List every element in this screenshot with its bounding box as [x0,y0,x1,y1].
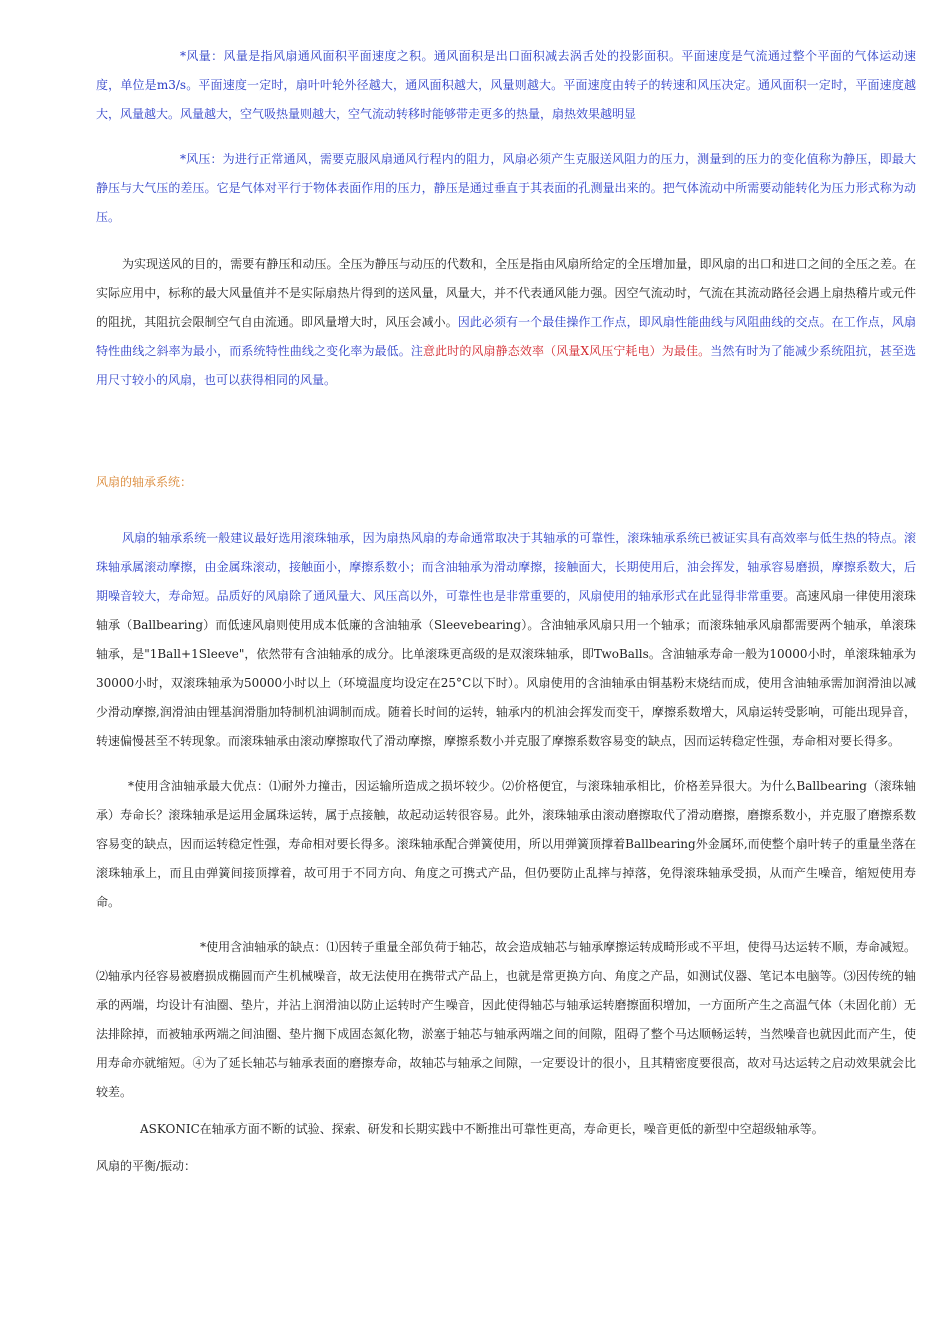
paragraph-askonic: ASKONIC在轴承方面不断的试验、探索、研发和长期实践中不断推出可靠性更高，寿命更长，噪音更低的新型中空超级轴承等。 [140,1122,824,1136]
operating-point-text: 为实现送风的目的，需要有静压和动压。全压为静压与动压的代数和，全压是指由风扇所给定的全压增加量，即风扇的出口和进口之间的全压之差。在实际应用中，标称的最大风量值并不是实际扇热片得到的送风量，风量大，并不代表通风能力强。因空气流动时，气流在其流动路径会遇上扇热稽片或元件的阻扰，其阻抗会限制空气自由流通。即风量增大时，风压会减小。 [96,257,916,329]
heading-balance-vibration: 风扇的平衡/振动： [96,1159,197,1173]
bearing-recommendation: 风扇的轴承系统一般建议最好选用滚珠轴承，因为扇热风扇的寿命通常取决于其轴承的可靠性，滚珠轴承系统已被证实具有高效率与低生热的特点。滚珠轴承属滚动摩擦，由金属珠滚动，接触面小，摩擦系数小；而含油轴承为滑动摩擦，接触面大，长期使用后，油会挥发，轴承容易磨损，摩擦系数大，后期噪音较大，寿命短。品质好的风扇除了通风量大、风压高以外，可靠性也是非常重要的，风扇使用的轴承形式在此显得非常重要。 [96,531,916,603]
static-efficiency-note: 意此时的风扇静态效率（风量X风压宁耗电）为最佳。 [423,344,711,358]
paragraph-air-volume: *风量：风量是指风扇通风面积平面速度之积。通风面积是出口面积减去涡舌处的投影面积。平面速度是气流通过整个平面的气体运动速度，单位是m3/s。平面速度一定时，扇叶叶轮外径越大，通风面积越大，风量则越大。平面速度由转子的转速和风压决定。通风面积一定时，平面速度越大，风量越大。风量越大，空气吸热量则越大，空气流动转移时能够带走更多的热量，扇热效果越明显 [96,49,916,121]
operating-point-conclusion: 当然有时为了能减少系统阻抗，甚至选用尺寸较小的风扇，也可以获得相同的风量。 [96,344,916,387]
paragraph-air-pressure: *风压：为进行正常通风，需要克服风扇通风行程内的阻力，风扇必须产生克服送风阻力的压力，测量到的压力的变化值称为静压，即最大静压与大气压的差压。它是气体对平行于物体表面作用的压力，静压是通过垂直于其表面的孔测量出来的。把气体流动中所需要动能转化为压力形式称为动压。 [96,152,916,224]
paragraph-sleeve-disadvantages: *使用含油轴承的缺点：⑴因转子重量全部负荷于轴芯，故会造成轴芯与轴承摩擦运转成畸形或不平坦，使得马达运转不顺，寿命减短。⑵轴承内径容易被磨损成椭圆而产生机械噪音，故无法使用在携带式产品上，也就是常更换方向、角度之产品，如测试仪器、笔记本电脑等。⑶因传统的轴承的两端，均设计有油圈、垫片，并沾上润滑油以防止运转时产生噪音，因此使得轴芯与轴承运转磨擦面积增加，一方面所产生之高温气体（未固化前）无法排除掉，而被轴承两端之间油圈、垫片搁下成固态氮化物，淤塞于轴芯与轴承两端之间的间隙，阻碍了整个马达顺畅运转，当然噪音也就因此而产生，使用寿命亦就缩短。④为了延长轴芯与轴承表面的磨擦寿命，故轴芯与轴承之间隙，一定要设计的很小，且其精密度要很高，故对马达运转之启动效果就会比较差。 [96,940,916,1099]
document-page [96,42,916,1181]
paragraph-sleeve-advantages: *使用含油轴承最大优点：⑴耐外力撞击，因运输所造成之损坏较少。⑵价格便宜，与滚珠轴承相比，价格差异很大。为什么Ballbearing（滚珠轴承）寿命长？滚珠轴承是运用金属珠运转，属于点接触，故起动运转很容易。此外，滚珠轴承由滚动磨擦取代了滑动磨擦，磨擦系数小，并克服了磨擦系数容易变的缺点，因而运转稳定性强，寿命相对要长得多。滚珠轴承配合弹簧使用，所以用弹簧顶撑着Ballbearing外金属环,而使整个扇叶转子的重量坐落在滚珠轴承上，而且由弹簧间接顶撑着，故可用于不同方向、角度之可携式产品，但仍要防止乱摔与掉落，免得滚珠轴承受损，从而产生噪音，缩短使用寿命。 [96,779,916,909]
paragraph-bearing-system [96,524,916,756]
heading-bearing-system: 风扇的轴承系统： [96,475,193,489]
operating-point-highlight: 因此必须有一个最佳操作工作点，即风扇性能曲线与风阻曲线的交点。在工作点，风扇特性曲线之斜率为最小，而系统特性曲线之变化率为最低。注 [96,315,916,358]
paragraph-operating-point [96,250,916,395]
bearing-details: 高速风扇一律使用滚珠轴承（Ballbearing）而低速风扇则使用成本低廉的含油轴承（Sleevebearing）。含油轴承风扇只用一个轴承；而滚珠轴承风扇都需要两个轴承，单滚珠轴承，是"1Ball+1Sleeve"，依然带有含油轴承的成分。比单滚珠更高级的是双滚珠轴承，即TwoBalls。含油轴承寿命一般为10000小时，单滚珠轴承为30000小时，双滚珠轴承为50000小时以上（环境温度均设定在25°C以下时）。风扇使用的含油轴承由铜基粉末烧结而成，使用含油轴承需加润滑油以减少滑动摩擦,润滑油由锂基润滑脂加特制机油调制而成。随着长时间的运转，轴承内的机油会挥发而变干，摩擦系数增大，风扇运转受影响，可能出现异音，转速偏慢甚至不转现象。而滚珠轴承由滚动摩擦取代了滑动摩擦，摩擦系数小并克服了摩擦系数容易变的缺点，因而运转稳定性强，寿命相对要长得多。 [96,589,916,748]
